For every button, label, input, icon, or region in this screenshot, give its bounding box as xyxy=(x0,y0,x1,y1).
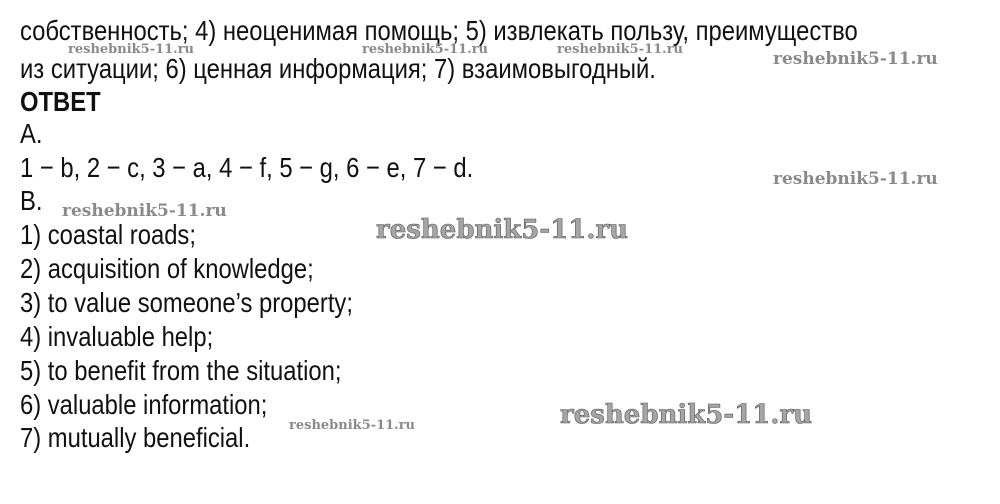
answer-item-5: 5) to benefit from the situation; xyxy=(20,355,342,386)
watermark: reshebnik5-11.ru xyxy=(376,215,629,245)
watermark: reshebnik5-11.ru xyxy=(68,42,195,57)
answer-item-6: 6) valuable information; xyxy=(20,389,268,420)
watermark: reshebnik5-11.ru xyxy=(773,49,938,69)
answer-item-2: 2) acquisition of knowledge; xyxy=(20,253,314,284)
answer-item-1: 1) coastal roads; xyxy=(20,219,196,250)
watermark: reshebnik5-11.ru xyxy=(557,42,684,57)
section-b-label: B. xyxy=(20,185,43,216)
watermark: reshebnik5-11.ru xyxy=(560,400,813,430)
answer-heading: ОТВЕТ xyxy=(20,86,101,117)
section-a-label: A. xyxy=(20,118,43,149)
answer-item-4: 4) invaluable help; xyxy=(20,321,214,352)
text-line-1: собственность; 4) неоценимая помощь; 5) извлекать пользу, преимущество xyxy=(20,15,858,46)
watermark: reshebnik5-11.ru xyxy=(62,201,227,221)
text-line-2: из ситуации; 6) ценная информация; 7) взаимовыгодный. xyxy=(20,53,656,84)
watermark: reshebnik5-11.ru xyxy=(289,418,416,433)
watermark: reshebnik5-11.ru xyxy=(362,42,489,57)
answer-item-7: 7) mutually beneficial. xyxy=(20,422,251,453)
answer-item-3: 3) to value someone’s property; xyxy=(20,287,353,318)
watermark: reshebnik5-11.ru xyxy=(773,169,938,189)
matching-answers: 1 − b, 2 − c, 3 − a, 4 − f, 5 − g, 6 − e, 7 − d. xyxy=(20,152,474,183)
